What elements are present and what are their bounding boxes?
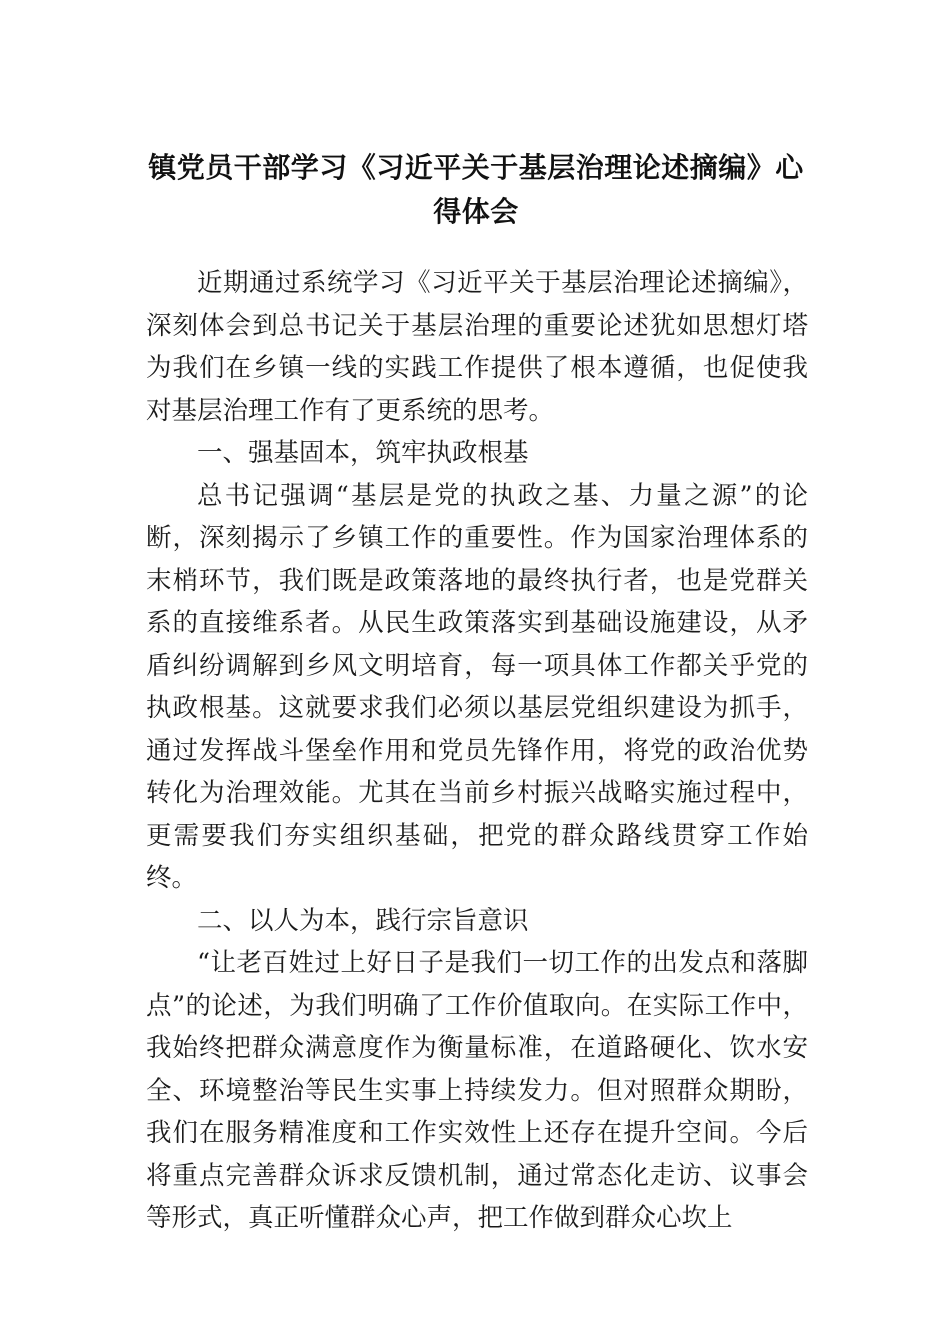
section-heading-2: 二、以人为本，践行宗旨意识: [197, 905, 529, 936]
document-title: 镇党员干部学习《习近平关于基层治理论述摘编》心得体会: [148, 151, 804, 228]
section-heading-1: 一、强基固本，筑牢执政根基: [197, 438, 529, 468]
section-1-paragraph: 总书记强调“基层是党的执政之基、力量之源”的论断，深刻揭示了乡镇工作的重要性。作为国家治理体系的末梢环节，我们既是政策落地的最终执行者，也是党群关系的直接维系者。从民生政策落实到基础设施建设，从矛盾纠纷调解到乡风文明培育，每一项具体工作都关乎党的执政根基。这就要求我们必须以基层党组织建设为抓手，通过发挥战斗堡垒作用和党员先锋作用，将党的政治优势转化为治理效能。尤其在当前乡村振兴战略实施过程中，更需要我们夯实组织基础，把党的群众路线贯穿工作始终。: [146, 480, 808, 893]
document-body: [146, 262, 808, 1240]
section-2-paragraph: “让老百姓过上好日子是我们一切工作的出发点和落脚点”的论述，为我们明确了工作价值取向。在实际工作中，我始终把群众满意度作为衡量标准，在道路硬化、饮水安全、环境整治等民生实事上持续发力。但对照群众期盼，我们在服务精准度和工作实效性上还存在提升空间。今后将重点完善群众诉求反馈机制，通过常态化走访、议事会等形式，真正听懂群众心声，把工作做到群众心坎上: [146, 948, 808, 1233]
intro-paragraph: 近期通过系统学习《习近平关于基层治理论述摘编》，深刻体会到总书记关于基层治理的重要论述犹如思想灯塔为我们在乡镇一线的实践工作提供了根本遵循，也促使我对基层治理工作有了更系统的思考。: [146, 268, 808, 426]
